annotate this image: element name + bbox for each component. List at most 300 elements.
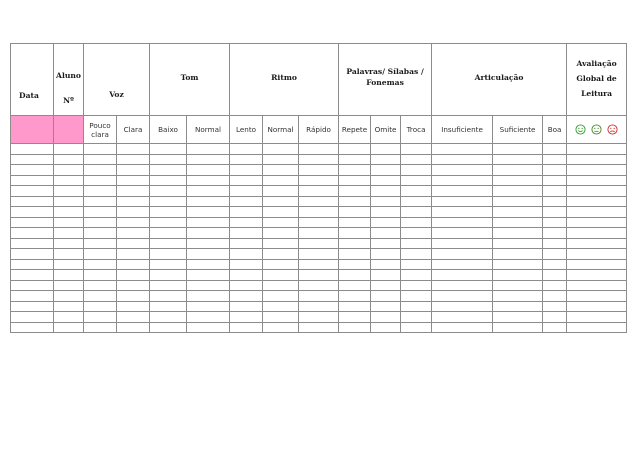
table-cell xyxy=(230,270,263,281)
table-cell xyxy=(567,291,627,302)
table-cell xyxy=(11,165,54,176)
table-cell xyxy=(567,207,627,218)
table-cell xyxy=(117,249,150,260)
table-cell xyxy=(339,270,371,281)
table-cell xyxy=(299,301,339,312)
table-row xyxy=(11,217,627,228)
empty-rows xyxy=(11,144,627,333)
table-cell xyxy=(371,228,401,239)
table-cell xyxy=(150,165,187,176)
header-aluno-label: Aluno xyxy=(56,70,81,80)
table-cell xyxy=(432,186,493,197)
table-cell xyxy=(299,291,339,302)
table-cell xyxy=(54,165,84,176)
table-cell xyxy=(117,144,150,155)
table-cell xyxy=(339,322,371,333)
table-cell xyxy=(401,186,432,197)
table-cell xyxy=(432,196,493,207)
table-cell xyxy=(11,217,54,228)
table-cell xyxy=(150,259,187,270)
table-cell xyxy=(567,322,627,333)
sub-ritmo-rapido: Rápido xyxy=(299,116,339,144)
table-cell xyxy=(339,165,371,176)
header-avaliacao-line1: Avaliação xyxy=(576,59,617,68)
table-cell xyxy=(54,228,84,239)
table-cell xyxy=(567,175,627,186)
table-cell xyxy=(263,301,299,312)
table-cell xyxy=(230,322,263,333)
header-aluno-number: Nº xyxy=(63,95,74,105)
table-cell xyxy=(543,196,567,207)
table-cell xyxy=(84,186,117,197)
sub-palavras-repete: Repete xyxy=(339,116,371,144)
table-row xyxy=(11,291,627,302)
table-cell xyxy=(150,217,187,228)
header-articulacao: Articulação xyxy=(432,44,567,116)
table-cell xyxy=(84,291,117,302)
table-row xyxy=(11,270,627,281)
table-cell xyxy=(230,259,263,270)
table-cell xyxy=(543,301,567,312)
table-cell xyxy=(117,196,150,207)
table-cell xyxy=(187,280,230,291)
table-cell xyxy=(11,322,54,333)
table-cell xyxy=(54,301,84,312)
table-cell xyxy=(299,207,339,218)
sub-tom-baixo: Baixo xyxy=(150,116,187,144)
table-cell xyxy=(117,312,150,323)
table-cell xyxy=(493,238,543,249)
table-cell xyxy=(567,270,627,281)
table-cell xyxy=(371,301,401,312)
highlight-cell-aluno xyxy=(54,116,84,144)
table-cell xyxy=(117,186,150,197)
table-cell xyxy=(187,228,230,239)
table-cell xyxy=(567,312,627,323)
table-cell xyxy=(401,291,432,302)
table-cell xyxy=(401,175,432,186)
table-cell xyxy=(371,280,401,291)
table-row xyxy=(11,154,627,165)
table-cell xyxy=(84,207,117,218)
table-cell xyxy=(117,207,150,218)
table-cell xyxy=(432,291,493,302)
table-cell xyxy=(401,259,432,270)
table-cell xyxy=(263,228,299,239)
reading-assessment-sheet xyxy=(10,43,627,333)
table-cell xyxy=(299,217,339,228)
table-cell xyxy=(54,154,84,165)
table-cell xyxy=(150,228,187,239)
table-cell xyxy=(54,270,84,281)
table-cell xyxy=(187,154,230,165)
table-cell xyxy=(401,280,432,291)
table-cell xyxy=(567,165,627,176)
table-cell xyxy=(543,217,567,228)
table-cell xyxy=(493,249,543,260)
table-cell xyxy=(117,217,150,228)
header-ritmo: Ritmo xyxy=(230,44,339,116)
table-cell xyxy=(299,249,339,260)
table-cell xyxy=(371,259,401,270)
table-cell xyxy=(543,259,567,270)
table-row xyxy=(11,312,627,323)
table-cell xyxy=(371,291,401,302)
header-data: Data xyxy=(11,44,54,116)
table-row xyxy=(11,228,627,239)
table-row xyxy=(11,322,627,333)
table-cell xyxy=(371,175,401,186)
table-cell xyxy=(432,207,493,218)
table-cell xyxy=(371,186,401,197)
table-cell xyxy=(84,312,117,323)
table-cell xyxy=(187,217,230,228)
table-cell xyxy=(567,280,627,291)
table-cell xyxy=(150,249,187,260)
table-cell xyxy=(84,238,117,249)
table-cell xyxy=(84,175,117,186)
table-row xyxy=(11,165,627,176)
table-cell xyxy=(339,312,371,323)
table-cell xyxy=(401,207,432,218)
table-cell xyxy=(493,259,543,270)
table-cell xyxy=(493,291,543,302)
table-cell xyxy=(263,165,299,176)
table-cell xyxy=(339,301,371,312)
table-cell xyxy=(54,238,84,249)
table-cell xyxy=(339,154,371,165)
table-cell xyxy=(299,238,339,249)
header-avaliacao-line2: Global de Leitura xyxy=(576,74,617,98)
table-cell xyxy=(299,280,339,291)
table-cell xyxy=(543,165,567,176)
table-cell xyxy=(11,312,54,323)
table-cell xyxy=(493,175,543,186)
table-cell xyxy=(54,207,84,218)
table-cell xyxy=(543,144,567,155)
table-cell xyxy=(493,301,543,312)
table-cell xyxy=(230,175,263,186)
table-cell xyxy=(117,175,150,186)
table-cell xyxy=(263,280,299,291)
table-cell xyxy=(84,322,117,333)
header-voz-label: Voz xyxy=(109,90,124,99)
table-row xyxy=(11,280,627,291)
table-cell xyxy=(299,165,339,176)
table-cell xyxy=(117,291,150,302)
table-cell xyxy=(11,249,54,260)
table-cell xyxy=(567,259,627,270)
table-cell xyxy=(187,165,230,176)
table-cell xyxy=(432,175,493,186)
table-cell xyxy=(117,280,150,291)
sub-voz-clara: Clara xyxy=(117,116,150,144)
subheader-row xyxy=(11,116,627,144)
table-cell xyxy=(11,259,54,270)
table-cell xyxy=(493,186,543,197)
table-cell xyxy=(432,270,493,281)
sub-articulacao-suficiente: Suficiente xyxy=(493,116,543,144)
table-cell xyxy=(543,280,567,291)
table-cell xyxy=(371,270,401,281)
table-cell xyxy=(230,228,263,239)
table-cell xyxy=(117,270,150,281)
table-cell xyxy=(54,196,84,207)
table-cell xyxy=(84,259,117,270)
table-cell xyxy=(543,322,567,333)
table-cell xyxy=(401,196,432,207)
sub-ritmo-lento: Lento xyxy=(230,116,263,144)
table-cell xyxy=(150,312,187,323)
table-cell xyxy=(543,154,567,165)
table-cell xyxy=(84,301,117,312)
table-cell xyxy=(339,175,371,186)
table-cell xyxy=(187,249,230,260)
table-cell xyxy=(299,228,339,239)
sub-palavras-troca: Troca xyxy=(401,116,432,144)
table-cell xyxy=(493,312,543,323)
table-cell xyxy=(54,259,84,270)
table-cell xyxy=(401,165,432,176)
table-cell xyxy=(263,175,299,186)
table-cell xyxy=(339,249,371,260)
table-cell xyxy=(299,144,339,155)
table-cell xyxy=(150,207,187,218)
table-cell xyxy=(230,165,263,176)
table-cell xyxy=(84,154,117,165)
table-cell xyxy=(401,312,432,323)
table-cell xyxy=(54,312,84,323)
table-cell xyxy=(187,312,230,323)
table-cell xyxy=(339,291,371,302)
table-cell xyxy=(543,270,567,281)
table-cell xyxy=(493,217,543,228)
table-cell xyxy=(117,259,150,270)
table-cell xyxy=(150,301,187,312)
sub-palavras-omite: Omite xyxy=(371,116,401,144)
table-row xyxy=(11,301,627,312)
table-cell xyxy=(11,186,54,197)
table-cell xyxy=(230,238,263,249)
header-row xyxy=(11,44,627,116)
table-cell xyxy=(371,165,401,176)
highlight-cell-data xyxy=(11,116,54,144)
table-cell xyxy=(230,207,263,218)
table-cell xyxy=(339,186,371,197)
table-cell xyxy=(150,154,187,165)
table-cell xyxy=(11,280,54,291)
table-row xyxy=(11,238,627,249)
table-cell xyxy=(11,196,54,207)
table-cell xyxy=(263,196,299,207)
table-cell xyxy=(117,165,150,176)
sub-tom-normal: Normal xyxy=(187,116,230,144)
table-cell xyxy=(493,196,543,207)
table-cell xyxy=(567,144,627,155)
table-cell xyxy=(401,228,432,239)
table-cell xyxy=(543,186,567,197)
header-aluno xyxy=(54,44,84,116)
table-cell xyxy=(567,228,627,239)
table-cell xyxy=(150,144,187,155)
table-cell xyxy=(543,207,567,218)
table-cell xyxy=(230,312,263,323)
table-cell xyxy=(339,280,371,291)
table-cell xyxy=(84,270,117,281)
table-cell xyxy=(11,175,54,186)
table-cell xyxy=(371,154,401,165)
table-cell xyxy=(263,249,299,260)
table-cell xyxy=(432,249,493,260)
table-cell xyxy=(263,217,299,228)
table-cell xyxy=(263,154,299,165)
table-cell xyxy=(84,217,117,228)
table-cell xyxy=(187,322,230,333)
table-cell xyxy=(11,144,54,155)
neutral-face-icon xyxy=(591,124,602,135)
table-row xyxy=(11,196,627,207)
table-cell xyxy=(230,217,263,228)
table-cell xyxy=(11,291,54,302)
table-cell xyxy=(371,322,401,333)
table-cell xyxy=(230,186,263,197)
table-cell xyxy=(493,144,543,155)
table-cell xyxy=(117,228,150,239)
table-cell xyxy=(401,301,432,312)
table-cell xyxy=(299,312,339,323)
table-row xyxy=(11,249,627,260)
table-cell xyxy=(54,144,84,155)
table-cell xyxy=(371,144,401,155)
table-row xyxy=(11,259,627,270)
table-cell xyxy=(493,280,543,291)
table-cell xyxy=(263,312,299,323)
table-cell xyxy=(432,322,493,333)
table-cell xyxy=(54,249,84,260)
table-cell xyxy=(432,259,493,270)
sub-articulacao-insuficiente: Insuficiente xyxy=(432,116,493,144)
table-cell xyxy=(432,228,493,239)
table-cell xyxy=(432,144,493,155)
table-cell xyxy=(54,291,84,302)
table-row xyxy=(11,207,627,218)
table-cell xyxy=(493,270,543,281)
table-cell xyxy=(567,196,627,207)
table-cell xyxy=(117,238,150,249)
table-cell xyxy=(150,322,187,333)
table-cell xyxy=(263,207,299,218)
table-cell xyxy=(84,228,117,239)
table-cell xyxy=(54,280,84,291)
table-cell xyxy=(493,165,543,176)
table-cell xyxy=(150,280,187,291)
table-cell xyxy=(543,312,567,323)
header-avaliacao xyxy=(567,44,627,116)
table-cell xyxy=(11,228,54,239)
table-cell xyxy=(543,228,567,239)
table-cell xyxy=(432,280,493,291)
table-cell xyxy=(187,259,230,270)
table-cell xyxy=(401,238,432,249)
table-cell xyxy=(432,154,493,165)
table-cell xyxy=(299,175,339,186)
table-cell xyxy=(299,270,339,281)
table-cell xyxy=(299,259,339,270)
table-cell xyxy=(84,249,117,260)
table-cell xyxy=(543,175,567,186)
table-cell xyxy=(230,154,263,165)
table-row xyxy=(11,186,627,197)
table-cell xyxy=(150,186,187,197)
assessment-table xyxy=(10,43,627,333)
table-cell xyxy=(150,238,187,249)
table-cell xyxy=(432,301,493,312)
table-cell xyxy=(11,238,54,249)
table-cell xyxy=(11,270,54,281)
table-cell xyxy=(371,207,401,218)
table-cell xyxy=(299,322,339,333)
table-cell xyxy=(150,196,187,207)
table-cell xyxy=(117,301,150,312)
table-cell xyxy=(187,301,230,312)
table-cell xyxy=(263,144,299,155)
table-cell xyxy=(187,270,230,281)
table-cell xyxy=(567,154,627,165)
table-cell xyxy=(339,207,371,218)
table-cell xyxy=(339,196,371,207)
table-cell xyxy=(493,154,543,165)
table-cell xyxy=(187,207,230,218)
table-cell xyxy=(432,217,493,228)
table-row xyxy=(11,144,627,155)
table-cell xyxy=(493,322,543,333)
table-cell xyxy=(11,301,54,312)
table-cell xyxy=(187,196,230,207)
table-cell xyxy=(543,249,567,260)
table-cell xyxy=(54,322,84,333)
table-cell xyxy=(371,238,401,249)
table-cell xyxy=(371,312,401,323)
sub-ritmo-normal: Normal xyxy=(263,116,299,144)
table-cell xyxy=(54,186,84,197)
table-cell xyxy=(401,322,432,333)
table-cell xyxy=(299,186,339,197)
table-cell xyxy=(263,270,299,281)
table-cell xyxy=(84,280,117,291)
table-cell xyxy=(11,207,54,218)
table-cell xyxy=(567,217,627,228)
sub-voz-pouco-clara: Pouco clara xyxy=(84,116,117,144)
table-cell xyxy=(187,175,230,186)
table-cell xyxy=(150,175,187,186)
table-cell xyxy=(54,217,84,228)
table-cell xyxy=(117,322,150,333)
table-cell xyxy=(263,291,299,302)
happy-face-icon xyxy=(575,124,586,135)
table-row xyxy=(11,175,627,186)
table-cell xyxy=(263,259,299,270)
table-cell xyxy=(339,228,371,239)
table-cell xyxy=(432,238,493,249)
header-voz xyxy=(84,44,150,116)
table-cell xyxy=(339,144,371,155)
table-cell xyxy=(371,249,401,260)
table-cell xyxy=(401,249,432,260)
table-cell xyxy=(339,217,371,228)
table-cell xyxy=(567,249,627,260)
sub-avaliacao-smileys xyxy=(567,116,627,144)
table-cell xyxy=(84,144,117,155)
